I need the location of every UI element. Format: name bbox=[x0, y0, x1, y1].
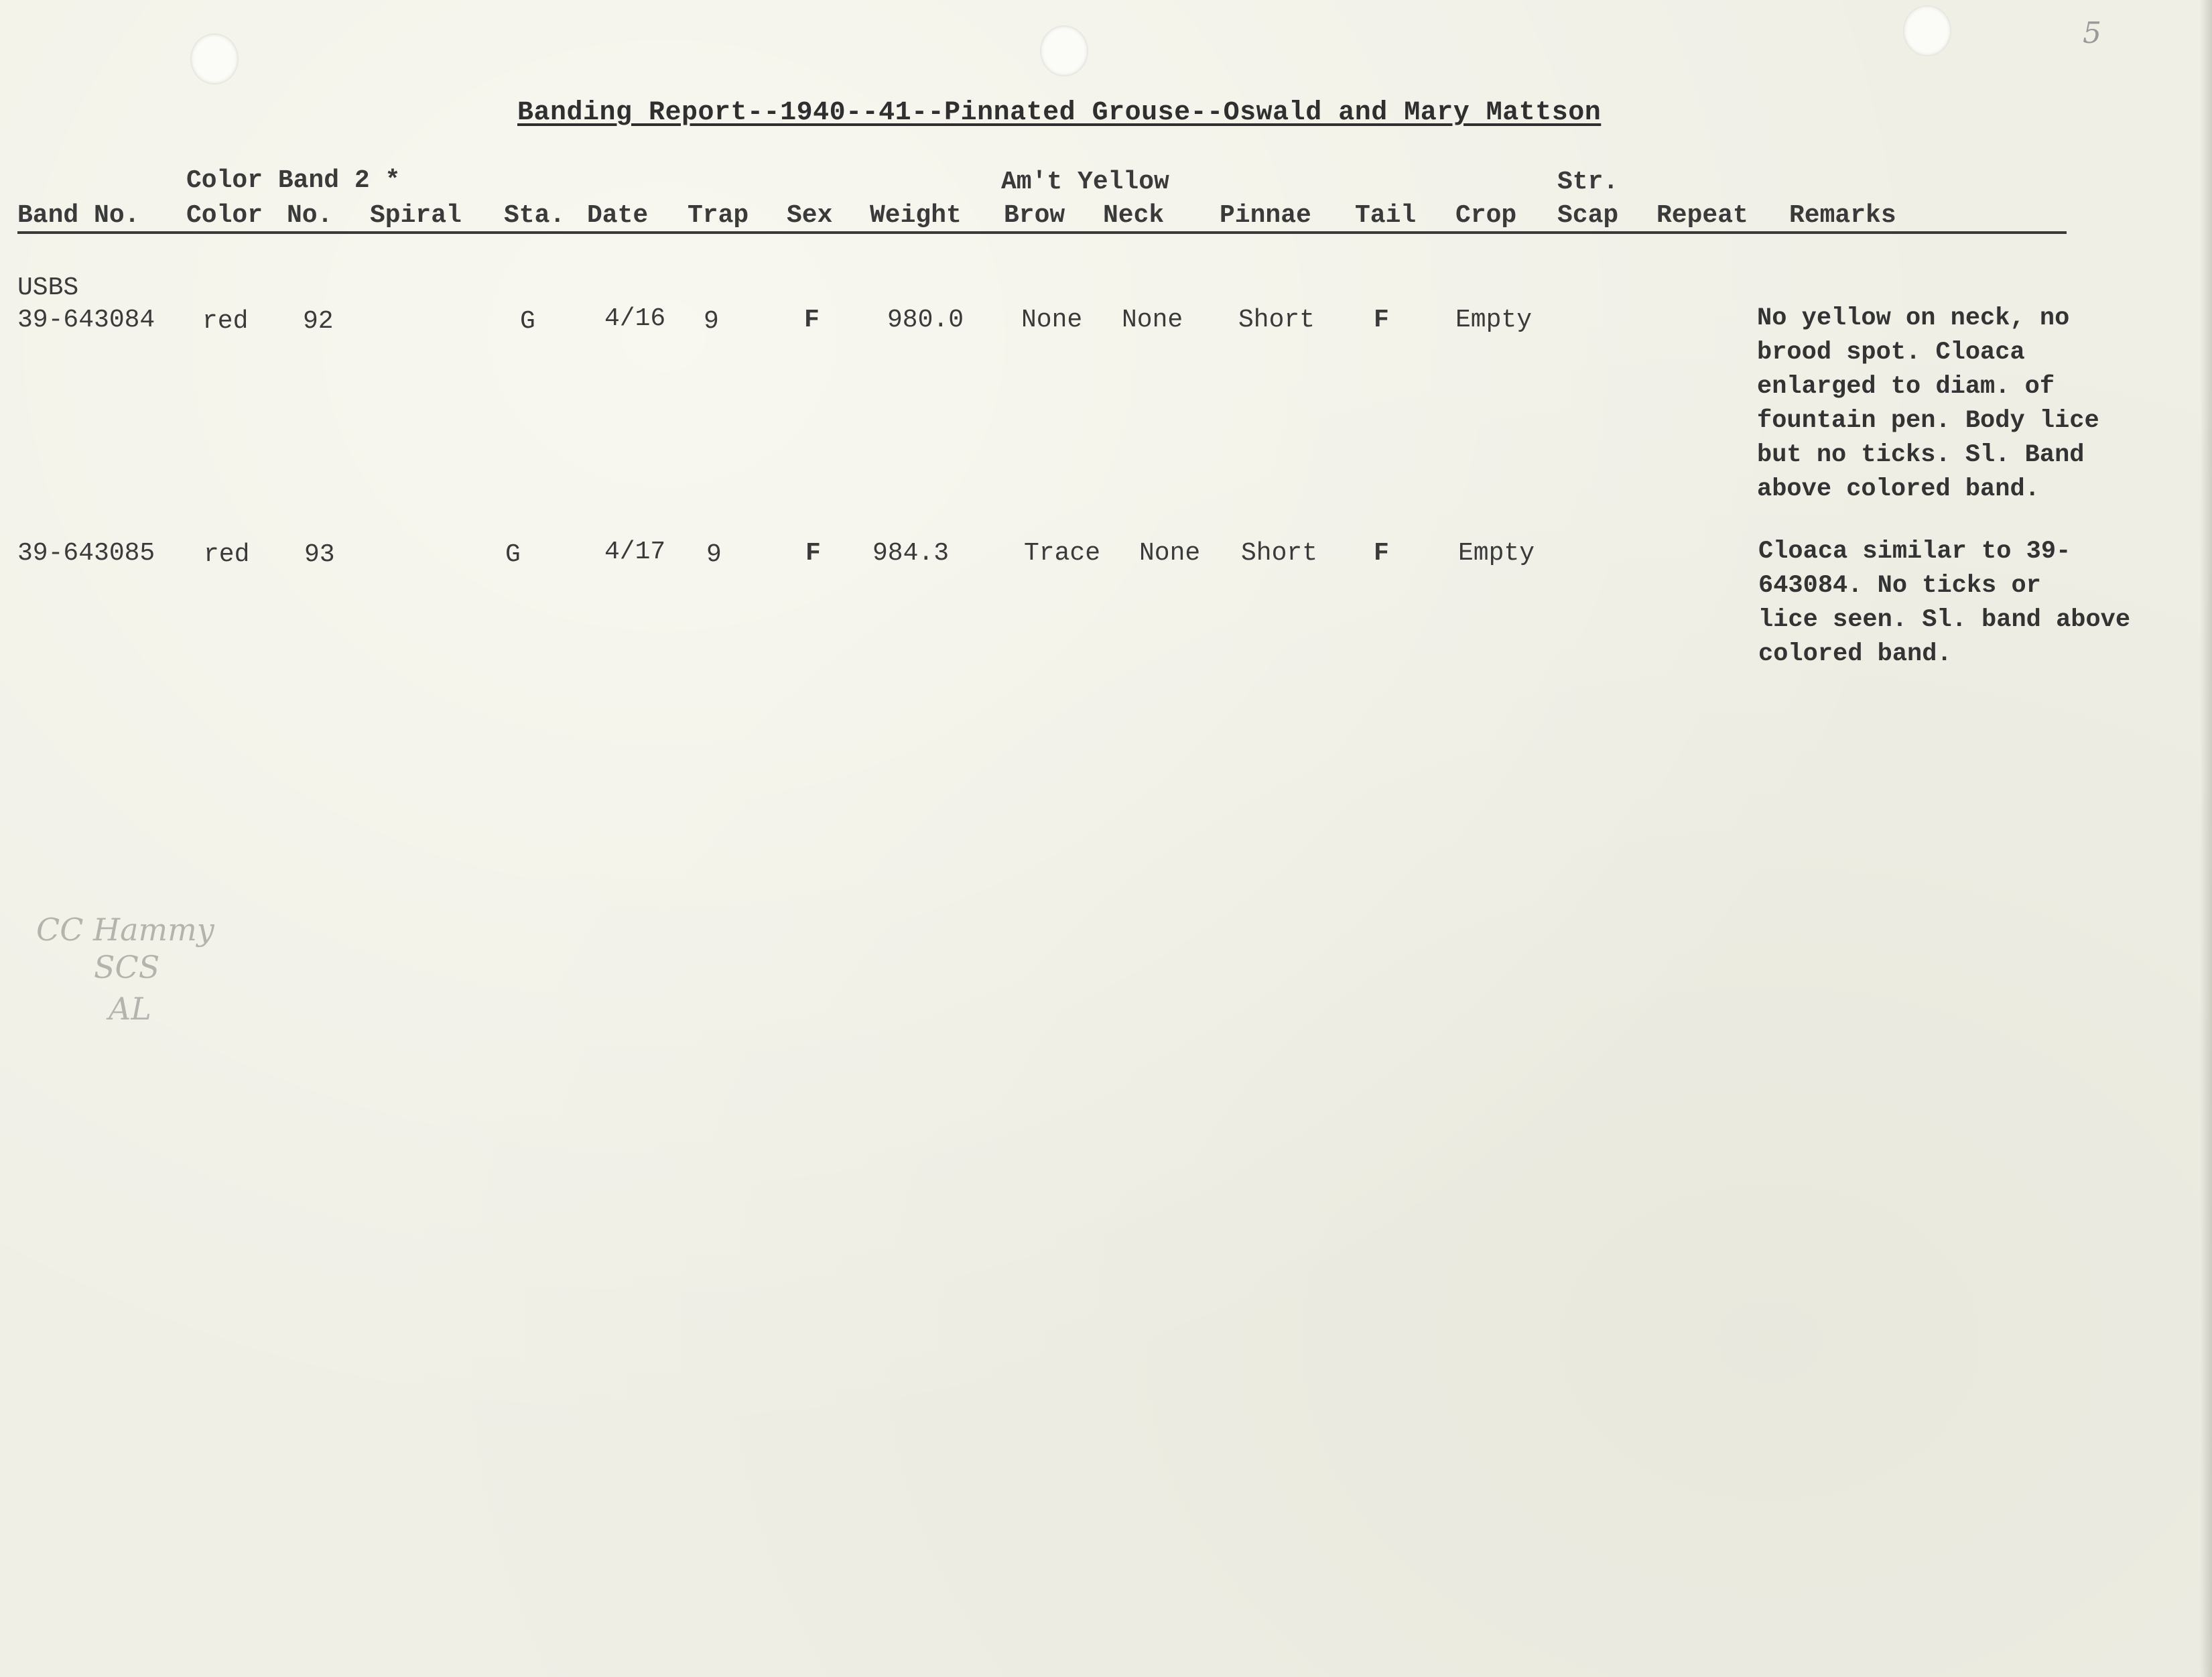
page-number: 5 bbox=[2083, 16, 2101, 50]
row-2-date: 4/17 bbox=[604, 538, 666, 566]
row-1-pinnae: Short bbox=[1238, 306, 1315, 334]
row-1-date: 4/16 bbox=[604, 304, 666, 333]
header-date: Date bbox=[587, 201, 649, 230]
row-2-tail: F bbox=[1374, 539, 1389, 568]
row-2-sex: F bbox=[805, 539, 821, 568]
remarks-line: enlarged to diam. of bbox=[1757, 373, 2055, 401]
page-edge-shadow bbox=[2200, 0, 2212, 1677]
row-1-tail: F bbox=[1374, 306, 1389, 334]
row-2-neck: None bbox=[1139, 539, 1201, 568]
pencil-note-al: AL bbox=[109, 991, 151, 1027]
row-1-crop: Empty bbox=[1455, 306, 1533, 334]
row-1-trap: 9 bbox=[704, 307, 719, 336]
header-sta: Sta. bbox=[504, 201, 566, 230]
row-1-color: red bbox=[202, 307, 249, 336]
header-tail: Tail bbox=[1355, 201, 1417, 230]
header-brow: Brow bbox=[1004, 201, 1065, 230]
header-pinnae: Pinnae bbox=[1220, 201, 1311, 230]
header-neck: Neck bbox=[1103, 201, 1165, 230]
pencil-note-scs: SCS bbox=[94, 949, 160, 985]
row-2-brow: Trace bbox=[1024, 539, 1101, 568]
row-2-remarks bbox=[1758, 535, 2130, 672]
punch-hole-center bbox=[1040, 25, 1088, 76]
row-2-color: red bbox=[204, 540, 250, 569]
row-1-sta: G bbox=[520, 307, 535, 336]
remarks-line: Cloaca similar to 39- bbox=[1758, 538, 2071, 566]
row-2-sta: G bbox=[505, 540, 521, 569]
header-str: Str. bbox=[1557, 168, 1619, 196]
header-band-no: Band No. bbox=[17, 201, 140, 230]
row-1-band-no: 39-643084 bbox=[17, 306, 155, 334]
punch-hole-left bbox=[190, 34, 239, 84]
row-1-no: 92 bbox=[303, 307, 334, 336]
row-1-neck: None bbox=[1122, 306, 1183, 334]
remarks-line: 643084. No ticks or bbox=[1758, 572, 2041, 600]
usbs-label: USBS bbox=[17, 273, 79, 302]
remarks-line: above colored band. bbox=[1757, 475, 2040, 503]
row-2-no: 93 bbox=[304, 540, 335, 569]
row-1-sex: F bbox=[804, 306, 820, 334]
remarks-line: but no ticks. Sl. Band bbox=[1757, 441, 2085, 469]
row-2-band-no: 39-643085 bbox=[17, 539, 155, 568]
remarks-line: colored band. bbox=[1758, 640, 1952, 668]
row-1-remarks bbox=[1757, 302, 2099, 507]
header-no: No. bbox=[287, 201, 333, 230]
header-color: Color bbox=[186, 201, 263, 230]
header-scap: Scap bbox=[1557, 201, 1619, 230]
row-2-trap: 9 bbox=[706, 540, 722, 569]
remarks-line: brood spot. Cloaca bbox=[1757, 338, 2025, 367]
pencil-note-cc: CC Hammy bbox=[36, 912, 214, 948]
row-2-weight: 984.3 bbox=[872, 539, 950, 568]
row-1-brow: None bbox=[1021, 306, 1083, 334]
report-title: Banding Report--1940--41--Pinnated Grouse--Oswald and Mary Mattson bbox=[517, 98, 1602, 128]
header-rule bbox=[17, 231, 2067, 234]
header-spiral: Spiral bbox=[370, 201, 462, 230]
remarks-line: No yellow on neck, no bbox=[1757, 304, 2070, 332]
row-1-weight: 980.0 bbox=[887, 306, 964, 334]
header-repeat: Repeat bbox=[1656, 201, 1748, 230]
header-weight: Weight bbox=[870, 201, 962, 230]
punch-hole-right bbox=[1903, 5, 1951, 56]
header-sex: Sex bbox=[787, 201, 833, 230]
row-2-crop: Empty bbox=[1458, 539, 1535, 568]
header-amt-yellow: Am't Yellow bbox=[1001, 168, 1169, 196]
row-2-pinnae: Short bbox=[1241, 539, 1318, 568]
header-remarks: Remarks bbox=[1789, 201, 1896, 230]
header-trap: Trap bbox=[688, 201, 749, 230]
header-crop: Crop bbox=[1455, 201, 1517, 230]
header-color-band-2: Color Band 2 * bbox=[186, 166, 401, 195]
remarks-line: lice seen. Sl. band above bbox=[1758, 606, 2131, 634]
remarks-line: fountain pen. Body lice bbox=[1757, 407, 2099, 435]
